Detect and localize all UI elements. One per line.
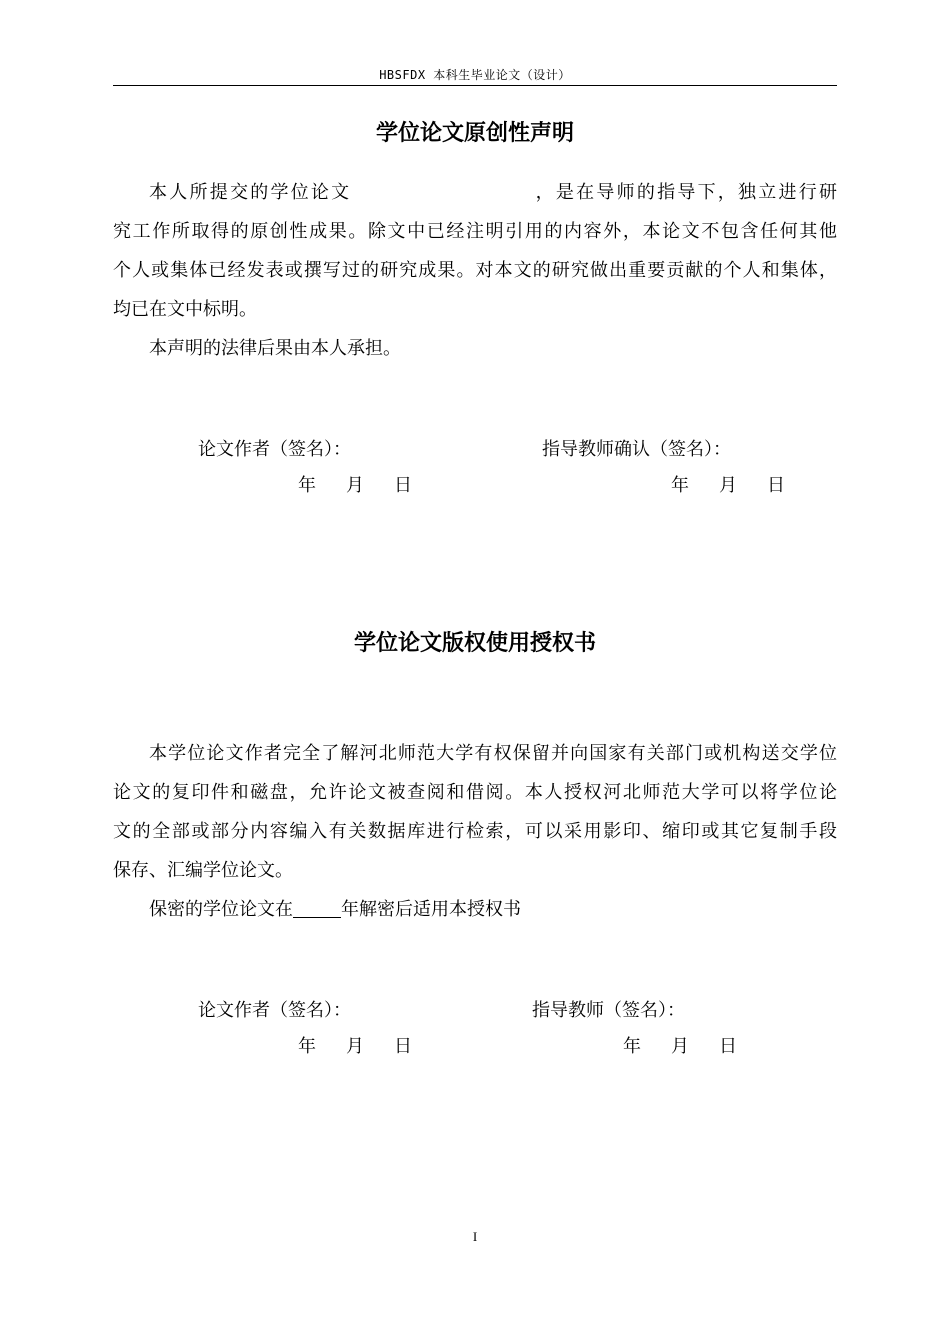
date-month: 月 bbox=[719, 475, 737, 496]
copyright-line-5 bbox=[113, 890, 837, 929]
date-year: 年 bbox=[671, 475, 689, 496]
originality-line-4: 均已在文中标明。 bbox=[113, 299, 257, 320]
originality-author-signature: 论文作者（签名）： bbox=[198, 439, 351, 460]
copyright-line-3: 文的全部或部分内容编入有关数据库进行检索，可以采用影印、缩印或其它复制手段 bbox=[113, 821, 837, 842]
copyright-line-5b: 年解密后适用本授权书 bbox=[341, 899, 521, 920]
copyright-advisor-signature: 指导教师（签名）： bbox=[532, 1000, 685, 1021]
header-rule bbox=[113, 85, 837, 86]
originality-line-1a: 本人所提交的学位论文 bbox=[149, 182, 352, 203]
copyright-line-4: 保存、汇编学位论文。 bbox=[113, 860, 293, 881]
date-month: 月 bbox=[346, 475, 364, 496]
date-day: 日 bbox=[394, 1036, 412, 1057]
copyright-author-date bbox=[298, 1032, 412, 1058]
originality-author-date bbox=[298, 471, 412, 497]
originality-line-3: 个人或集体已经发表或撰写过的研究成果。对本文的研究做出重要贡献的个人和集体， bbox=[113, 260, 837, 281]
date-year: 年 bbox=[298, 475, 316, 496]
copyright-paragraph bbox=[113, 734, 837, 929]
copyright-line-5a: 保密的学位论文在 bbox=[149, 899, 293, 920]
date-year: 年 bbox=[298, 1036, 316, 1057]
date-day: 日 bbox=[767, 475, 785, 496]
copyright-line-2: 论文的复印件和磁盘，允许论文被查阅和借阅。本人授权河北师范大学可以将学位论 bbox=[113, 782, 837, 803]
date-month: 月 bbox=[346, 1036, 364, 1057]
originality-line-1 bbox=[113, 173, 837, 212]
date-day: 日 bbox=[719, 1036, 737, 1057]
date-day: 日 bbox=[394, 475, 412, 496]
originality-paragraph bbox=[113, 173, 837, 368]
secret-years-blank bbox=[293, 899, 341, 918]
date-year: 年 bbox=[623, 1036, 641, 1057]
originality-line-5: 本声明的法律后果由本人承担。 bbox=[149, 338, 401, 359]
running-header: HBSFDX 本科生毕业论文（设计） bbox=[379, 68, 571, 82]
originality-line-2: 究工作所取得的原创性成果。除文中已经注明引用的内容外，本论文不包含任何其他 bbox=[113, 221, 837, 242]
date-month: 月 bbox=[671, 1036, 689, 1057]
originality-advisor-signature: 指导教师确认（签名）： bbox=[542, 439, 731, 460]
copyright-title: 学位论文版权使用授权书 bbox=[353, 631, 596, 656]
copyright-advisor-date bbox=[623, 1032, 737, 1058]
page-number: I bbox=[472, 1229, 478, 1244]
originality-line-1b: ，是在导师的指导下，独立进行研 bbox=[533, 182, 838, 203]
copyright-line-1: 本学位论文作者完全了解河北师范大学有权保留并向国家有关部门或机构送交学位 bbox=[149, 743, 837, 764]
originality-title: 学位论文原创性声明 bbox=[375, 121, 574, 146]
originality-advisor-date bbox=[671, 471, 785, 497]
copyright-author-signature: 论文作者（签名）： bbox=[198, 1000, 351, 1021]
